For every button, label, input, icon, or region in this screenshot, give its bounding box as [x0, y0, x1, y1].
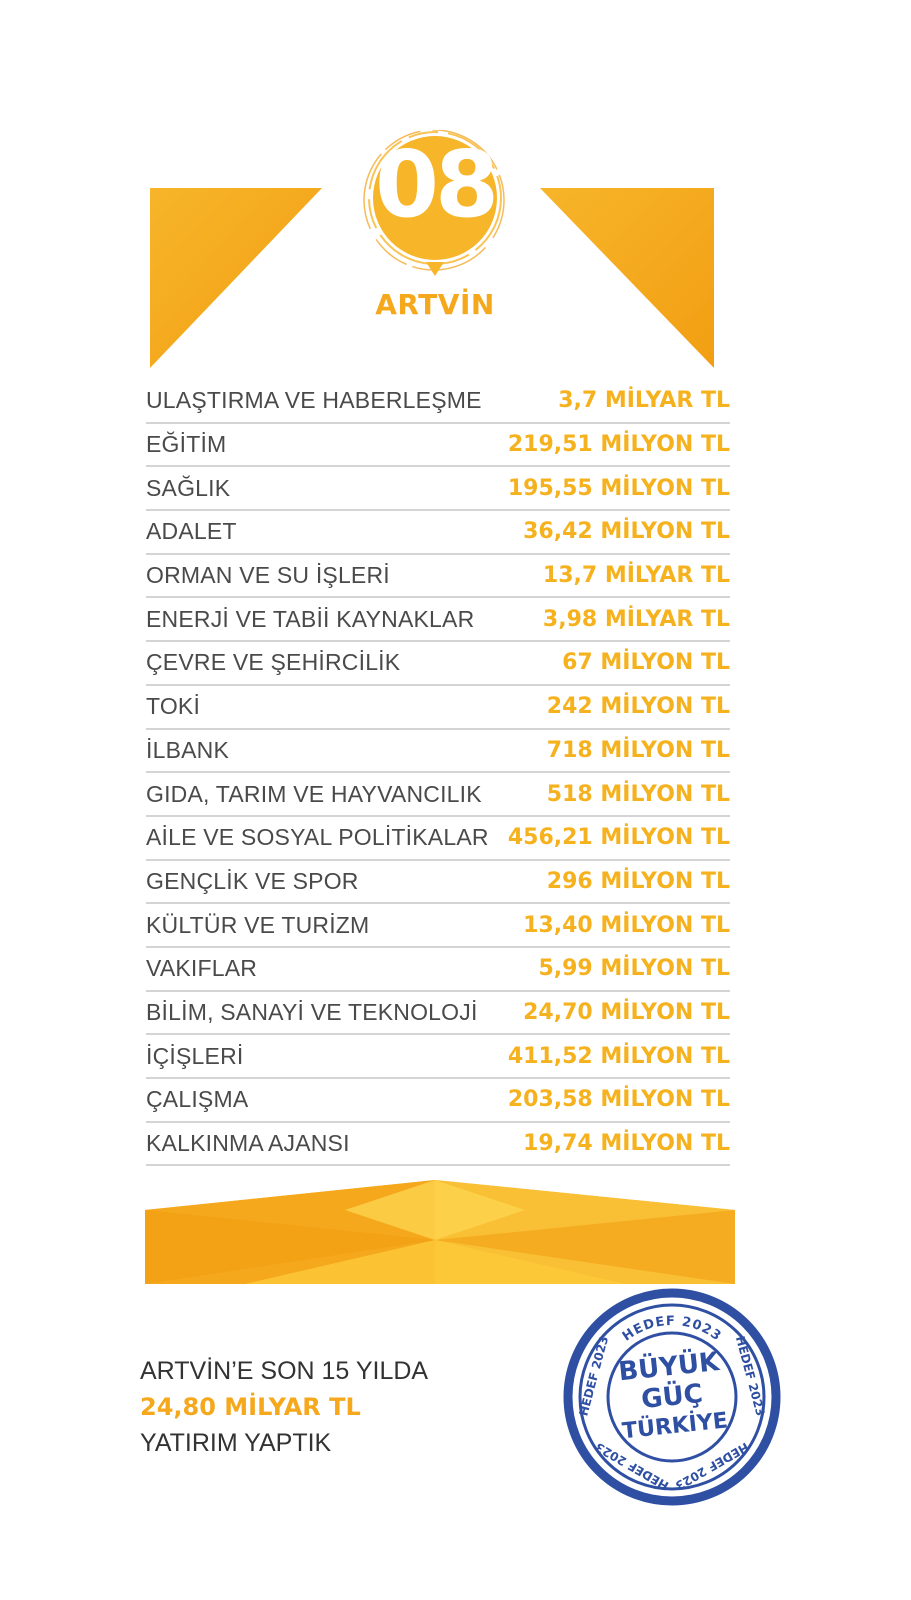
- sector-label: ULAŞTIRMA VE HABERLEŞME: [146, 387, 482, 414]
- amount-value: 19,74 MİLYON TL: [523, 1131, 730, 1157]
- summary-amount: 24,80 MİLYAR TL: [140, 1393, 361, 1421]
- sector-label: ÇEVRE VE ŞEHİRCİLİK: [146, 649, 401, 676]
- amount-value: 13,7 MİLYAR TL: [542, 563, 730, 589]
- sector-label: İLBANK: [146, 736, 230, 763]
- stamp-text-bottom-right: HEDEF 2023: [592, 1439, 672, 1493]
- sector-label: EĞİTİM: [146, 431, 227, 458]
- summary-line-1: ARTVİN’E SON 15 YILDA: [140, 1357, 429, 1385]
- amount-value: 518 MİLYON TL: [546, 781, 730, 807]
- amount-value: 203,58 MİLYON TL: [507, 1087, 730, 1113]
- table-row: [146, 773, 730, 817]
- table-row: [146, 817, 730, 861]
- sector-label: KALKINMA AJANSI: [146, 1130, 350, 1157]
- table-row: [146, 1079, 730, 1123]
- table-row: [146, 1035, 730, 1079]
- stamp-line-3: TÜRKİYE: [621, 1408, 730, 1445]
- table-row: [146, 555, 730, 599]
- investment-table: [146, 380, 730, 1166]
- table-row: [146, 380, 730, 424]
- table-row: [146, 642, 730, 686]
- sector-label: BİLİM, SANAYİ VE TEKNOLOJİ: [146, 998, 478, 1025]
- stamp-text-bottom-left: HEDEF 2023: [672, 1439, 752, 1493]
- amount-value: 219,51 MİLYON TL: [507, 432, 730, 458]
- table-row: [146, 992, 730, 1036]
- summary: [140, 1353, 428, 1461]
- sector-label: ADALET: [146, 518, 237, 545]
- stamp-text-top: HEDEF 2023: [619, 1313, 725, 1345]
- summary-line-3: YATIRIM YAPTIK: [140, 1429, 332, 1457]
- buyuk-guc-turkiye-stamp: [560, 1285, 785, 1510]
- sector-label: İÇİŞLERİ: [146, 1042, 244, 1069]
- banner-decoration: [145, 1180, 735, 1290]
- sector-label: GENÇLİK VE SPOR: [146, 867, 359, 894]
- amount-value: 5,99 MİLYON TL: [538, 956, 730, 982]
- city-title: ARTVİN: [375, 288, 495, 321]
- stamp-text-left: HEDEF 2023: [576, 1334, 612, 1418]
- table-row: [146, 467, 730, 511]
- table-row: [146, 904, 730, 948]
- amount-value: 718 MİLYON TL: [546, 737, 730, 763]
- amount-value: 195,55 MİLYON TL: [507, 475, 730, 501]
- table-row: [146, 861, 730, 905]
- sector-label: VAKIFLAR: [146, 955, 258, 982]
- amount-value: 3,7 MİLYAR TL: [558, 388, 730, 414]
- sector-label: ÇALIŞMA: [146, 1086, 249, 1113]
- amount-value: 296 MİLYON TL: [546, 868, 730, 894]
- region-number: 08: [374, 131, 496, 238]
- table-row: [146, 511, 730, 555]
- table-row: [146, 686, 730, 730]
- table-row: [146, 730, 730, 774]
- sector-label: TOKİ: [146, 693, 201, 720]
- amount-value: 36,42 MİLYON TL: [523, 519, 730, 545]
- amount-value: 411,52 MİLYON TL: [507, 1043, 730, 1069]
- table-row: [146, 1123, 730, 1167]
- sector-label: ORMAN VE SU İŞLERİ: [146, 562, 390, 589]
- table-row: [146, 948, 730, 992]
- amount-value: 13,40 MİLYON TL: [523, 912, 730, 938]
- table-row: [146, 598, 730, 642]
- sector-label: AİLE VE SOSYAL POLİTİKALAR: [146, 824, 489, 851]
- sector-label: KÜLTÜR VE TURİZM: [146, 911, 370, 938]
- amount-value: 67 MİLYON TL: [562, 650, 730, 676]
- svg-text:HEDEF 2023: [620, 1314, 724, 1345]
- stamp-line-1: BÜYÜK: [617, 1346, 721, 1388]
- sector-label: GIDA, TARIM VE HAYVANCILIK: [146, 780, 482, 807]
- amount-value: 456,21 MİLYON TL: [507, 825, 730, 851]
- amount-value: 24,70 MİLYON TL: [523, 999, 730, 1025]
- sector-label: ENERJİ VE TABİİ KAYNAKLAR: [146, 605, 475, 632]
- left-triangle: [150, 188, 322, 368]
- stamp-text-right: HEDEF 2023: [732, 1334, 768, 1418]
- amount-value: 242 MİLYON TL: [546, 694, 730, 720]
- table-row: [146, 424, 730, 468]
- amount-value: 3,98 MİLYAR TL: [542, 606, 730, 632]
- sector-label: SAĞLIK: [146, 474, 231, 501]
- right-triangle: [540, 188, 714, 368]
- stamp-line-2: GÜÇ: [639, 1378, 705, 1416]
